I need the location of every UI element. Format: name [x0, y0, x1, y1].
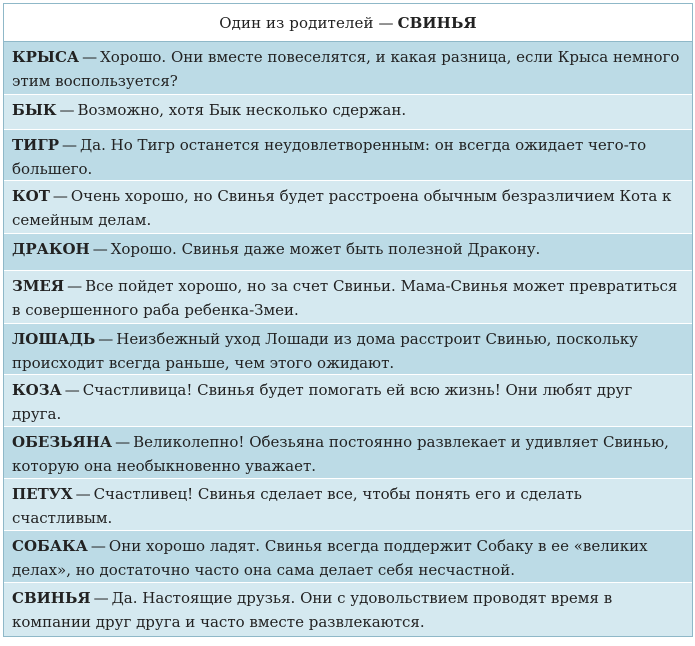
- table-row-dog: СОБАКА — Они хорошо ладят. Свинья всегда поддержит Собаку в ее «великих делах», но достаточно часто она сама делает себя несчастной.: [4, 531, 692, 583]
- row-sign: ТИГР: [12, 136, 59, 154]
- row-text: Да. Но Тигр останется неудовлетворенным: он всегда ожидает чего-то большего.: [12, 136, 647, 178]
- row-text: Счастливец! Свинья сделает все, чтобы понять его и сделать счастливым.: [12, 485, 582, 527]
- row-sign: ПЕТУХ: [12, 485, 73, 503]
- row-text: Неизбежный уход Лошади из дома расстроит Свинью, поскольку происходит всегда раньше, чем этого ожидают.: [12, 330, 638, 372]
- table-row-tiger: ТИГР — Да. Но Тигр останется неудовлетворенным: он всегда ожидает чего-то большего.: [4, 130, 692, 181]
- table-header: [4, 4, 692, 42]
- row-sign: ЗМЕЯ: [12, 277, 65, 295]
- row-sign: СВИНЬЯ: [12, 589, 91, 607]
- row-text: Счастливица! Свинья будет помогать ей всю жизнь! Они любят друг друга.: [12, 381, 633, 423]
- header-sign: СВИНЬЯ: [397, 13, 477, 32]
- row-sign: КОТ: [12, 187, 50, 205]
- row-sign: ДРАКОН: [12, 240, 90, 258]
- row-sign: СОБАКА: [12, 537, 88, 555]
- row-sign: ЛОШАДЬ: [12, 330, 96, 348]
- row-text: Хорошо. Свинья даже может быть полезной Дракону.: [110, 240, 541, 258]
- header-prefix: Один из родителей —: [219, 13, 394, 32]
- row-text: Очень хорошо, но Свинья будет расстроена обычным безразличием Кота к семейным делам.: [12, 187, 672, 229]
- row-text: Все пойдет хорошо, но за счет Свиньи. Мама-Свинья может превратиться в совершенного раба ребенка-Змеи.: [12, 277, 678, 319]
- table-row-rat: КРЫСА — Хорошо. Они вместе повеселятся, и какая разница, если Крыса немного этим воспользуется?: [4, 42, 692, 95]
- table-row-dragon: ДРАКОН — Хорошо. Свинья даже может быть полезной Дракону.: [4, 234, 692, 271]
- table-row-horse: ЛОШАДЬ — Неизбежный уход Лошади из дома расстроит Свинью, поскольку происходит всегда раньше, чем этого ожидают.: [4, 324, 692, 375]
- row-text: Великолепно! Обезьяна постоянно развлекает и удивляет Свинью, которую она необыкновенно уважает.: [12, 433, 669, 475]
- row-text: Они хорошо ладят. Свинья всегда поддержит Собаку в ее «великих делах», но достаточно часто она сама делает себя несчастной.: [12, 537, 648, 579]
- table-row-ox: БЫК — Возможно, хотя Бык несколько сдержан.: [4, 95, 692, 130]
- table-row-goat: КОЗА — Счастливица! Свинья будет помогать ей всю жизнь! Они любят друг друга.: [4, 375, 692, 427]
- compatibility-table: [3, 3, 693, 637]
- row-sign: БЫК: [12, 101, 57, 119]
- row-text: Хорошо. Они вместе повеселятся, и какая разница, если Крыса немного этим воспользуется?: [12, 48, 680, 90]
- row-sign: КОЗА: [12, 381, 62, 399]
- table-row-monkey: ОБЕЗЬЯНА — Великолепно! Обезьяна постоянно развлекает и удивляет Свинью, которую она необыкновенно уважает.: [4, 427, 692, 479]
- table-row-snake: ЗМЕЯ — Все пойдет хорошо, но за счет Свиньи. Мама-Свинья может превратиться в совершенного раба ребенка-Змеи.: [4, 271, 692, 324]
- table-row-cat: КОТ — Очень хорошо, но Свинья будет расстроена обычным безразличием Кота к семейным делам.: [4, 181, 692, 234]
- row-text: Возможно, хотя Бык несколько сдержан.: [77, 101, 407, 119]
- table-row-pig: СВИНЬЯ — Да. Настоящие друзья. Они с удовольствием проводят время в компании друг друга и часто вместе развлекаются.: [4, 583, 692, 636]
- row-sign: КРЫСА: [12, 48, 80, 66]
- row-text: Да. Настоящие друзья. Они с удовольствием проводят время в компании друг друга и часто вместе развлекаются.: [12, 589, 613, 631]
- table-row-rooster: ПЕТУХ — Счастливец! Свинья сделает все, чтобы понять его и сделать счастливым.: [4, 479, 692, 531]
- row-sign: ОБЕЗЬЯНА: [12, 433, 113, 451]
